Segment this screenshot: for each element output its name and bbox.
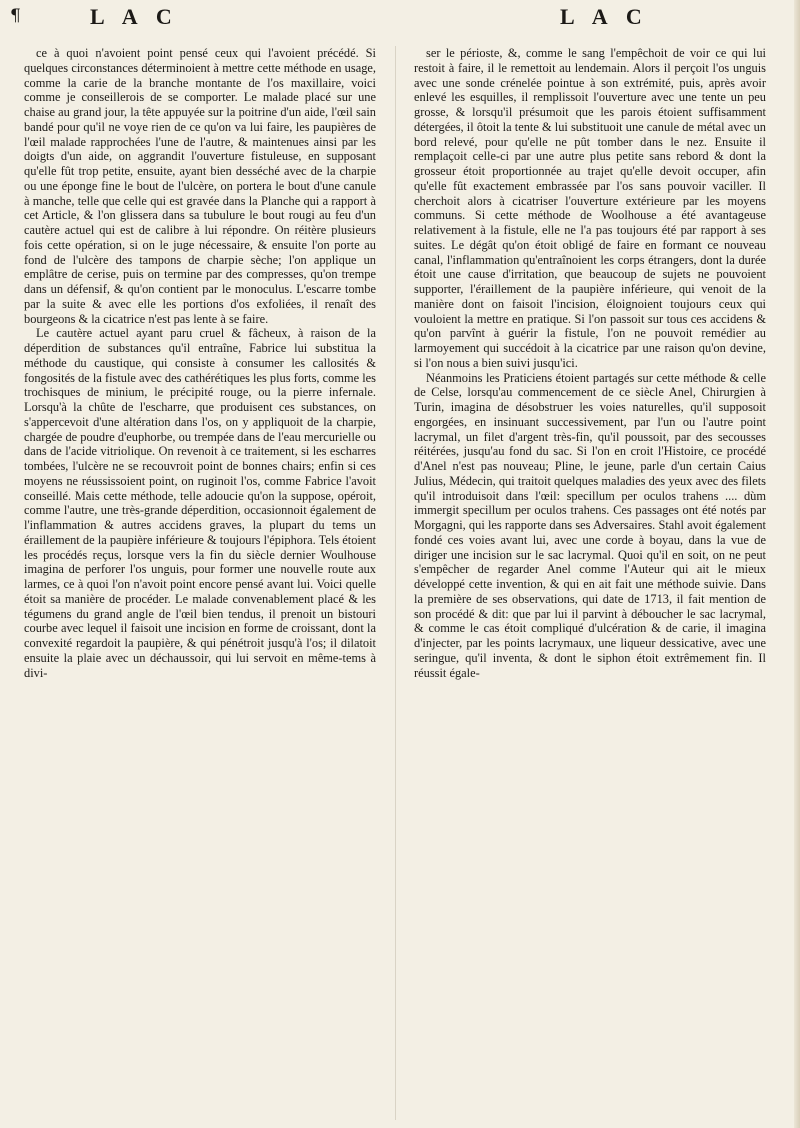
left-column (24, 46, 376, 680)
paragraph: Néanmoins les Praticiens étoient partagés sur cette méthode & celle de Celse, lorsqu'au commencement de ce siècle Anel, Chirurgien à Turin, imagina de désobstruer les voies naturelles, qu'il supposoit engorgées, en insinuant successivement, par l'un ou l'autre point lacrymal, un filet d'argent très-fin, qu'il poussoit, par des secousses réitérées, jusqu'au fond du sac. Si l'on en croit l'Histoire, ce procédé d'Anel n'est pas nouveau; Pline, le jeune, parle d'un certain Caius Julius, Médecin, qui traitoit quelques maladies des yeux avec des filets qu'il introduisoit dans l'œil: specillum per oculos trahens .... dùm immergit specillum per oculos trahens. Ces passages ont été notés par Morgagni, qui les rapporte dans ses Adversaires. Stahl avoit également fondé ces voies avant lui, avec une corde à boyau, dans la vue de diriger une incision sur le sac lacrymal. Quoi qu'il en soit, on ne peut s'empêcher de regarder Anel comme l'Auteur qui ait le mieux développé cette invention, & qui en ait fait une méthode suivie. Dans la première de ses observations, qui date de 1713, il fait mention de son procédé & dit: que par lui il parvint à déboucher le sac lacrymal, & comme le cas étoit compliqué d'ulcération & de carie, il imagina d'injecter, par les points lacrymaux, une liqueur dessicative, avec une seringue, qu'il inventa, & dont le siphon étoit extrêmement fin. Il réussit égale- (414, 370, 766, 680)
page-edge (794, 0, 800, 1128)
paragraph: ce à quoi n'avoient point pensé ceux qui l'avoient précédé. Si quelques circonstances déterminoient à mettre cette méthode en usage, comme la carie de la branche montante de l'os maxillaire, voici comme je conseillerois de se comporter. Le malade placé sur une chaise au grand jour, la tête appuyée sur la poitrine d'un aide, l'œil sain bandé pour qu'il ne voye rien de ce qu'on va lui faire, les paupières de l'œil malade rapprochées l'une de l'autre, & maintenues ainsi par les doigts d'un aide, on aggrandit l'ouverture fistuleuse, en supposant qu'elle fût trop petite, ensuite, ayant bien desséché avec de la charpie ou une éponge fine le bout de l'ulcère, on portera le bout d'une canule à manche, telle que celle qui est gravée dans la Planche qui a rapport à cet Article, & l'on glissera dans sa tubulure le bout rougi au feu d'un cautère actuel qui est de calibre à lui répondre. On réitère plusieurs fois cette opération, si on le juge nécessaire, & ensuite l'on porte au fond de l'ulcère des tampons de charpie sèche; l'on applique un emplâtre de cerise, puis on termine par des compresses, qu'on trempe dans un défensif, & qu'on contient par le monoculus. L'escarre tombe par la suite & avec elle les portions d'os exfoliées, il renaît des bourgeons & la cicatrice n'est pas lente à se faire. (24, 46, 376, 326)
running-head-left: L A C (90, 4, 179, 29)
pilcrow-mark: ¶ (10, 6, 21, 26)
paragraph: Le cautère actuel ayant paru cruel & fâcheux, à raison de la déperdition de substances qu'il entraîne, Fabrice lui substitua la méthode du caustique, qui consiste à consumer les callosités & fongosités de la fistule avec des cathérétiques les plus forts, comme les trochisques de minium, le précipité rouge, ou la pierre infernale. Lorsqu'à la chûte de l'escharre, que produisent ces substances, on s'appercevoit d'une altération dans l'os, on y appliquoit de la charpie, chargée de poudre d'euphorbe, ou trempée dans de l'eau mercurielle ou dans de l'acide vitriolique. On revenoit à ce traitement, si les escharres tombées, l'ulcère ne se recouvroit point de bonnes chairs; enfin si ces moyens ne réussissoient point, on ruginoit l'os, comme Fabrice l'avoit conseillé. Mais cette méthode, telle adoucie qu'on la suppose, opéroit, comme l'autre, une très-grande déperdition, occasionnoit également de l'inflammation & autres accidens graves, la plupart du tems un éraillement de la paupière inférieure & toujours l'épiphora. Tels étoient les procédés reçus, lorsque vers la fin du siècle dernier Woulhouse imagina de perforer l'os unguis, pour former une nouvelle route aux larmes, ce à quoi l'on n'avoit point encore pensé avant lui. Voici quelle étoit sa manière de procéder. Le malade convenablement placé & les tégumens du grand angle de l'œil bien tendus, il prenoit un bistouri courbe avec lequel il faisoit une incision en forme de croissant, dont la convexité regardoit la paupière, & qui pénétroit jusqu'à l'os; il dilatoit ensuite la plaie avec un déchaussoir, qui lui servoit en même-tems à divi- (24, 326, 376, 680)
paragraph: ser le périoste, &, comme le sang l'empêchoit de voir ce qui lui restoit à faire, il le remettoit au lendemain. Alors il perçoit l'os unguis avec une sonde crénelée pointue à son extrémité, puis, après avoir enlevé les esquilles, il remplissoit l'ouverture avec une tente un peu grosse, & lorsqu'il présumoit que les parois étoient suffisamment détergées, il ôtoit la tente & lui substituoit une canule de métal avec un bord relevé, pour qu'elle ne pût tomber dans le nez. Ensuite il remplaçoit celle-ci par une autre plus petite sans rebord & dont la grosseur étoit proportionnée au trajet qu'elle devoit occuper, afin qu'elle fût exactement embrassée par l'os sans pouvoir vaciller. Il cherchoit alors à cicatriser l'ouverture extérieure par les moyens communs. Si cette méthode de Woolhouse a été avantageuse relativement à la fistule, elle ne l'a pas toujours été par rapport à ses suites. Le dégât qu'on étoit obligé de faire en formant ce nouveau canal, l'inflammation qu'entraînoient les corps étrangers, dont la durée étoit une cause d'irritation, que beaucoup de sujets ne pouvoient supporter, l'éraillement de la paupière inférieure, qui venoit de la manière dont on faisoit l'incision, éloignoient toujours ceux qui vouloient la mettre en pratique. Si l'on passoit sur tous ces accidens & qu'on parvînt à guérir la fistule, l'on ne pouvoit remédier au larmoyement qui succédoit à la cicatrice par une raison qu'on devine, si l'on nous a bien suivi jusqu'ici. (414, 46, 766, 370)
column-divider (395, 46, 396, 1120)
right-column (414, 46, 766, 680)
running-head-right: L A C (560, 4, 649, 29)
